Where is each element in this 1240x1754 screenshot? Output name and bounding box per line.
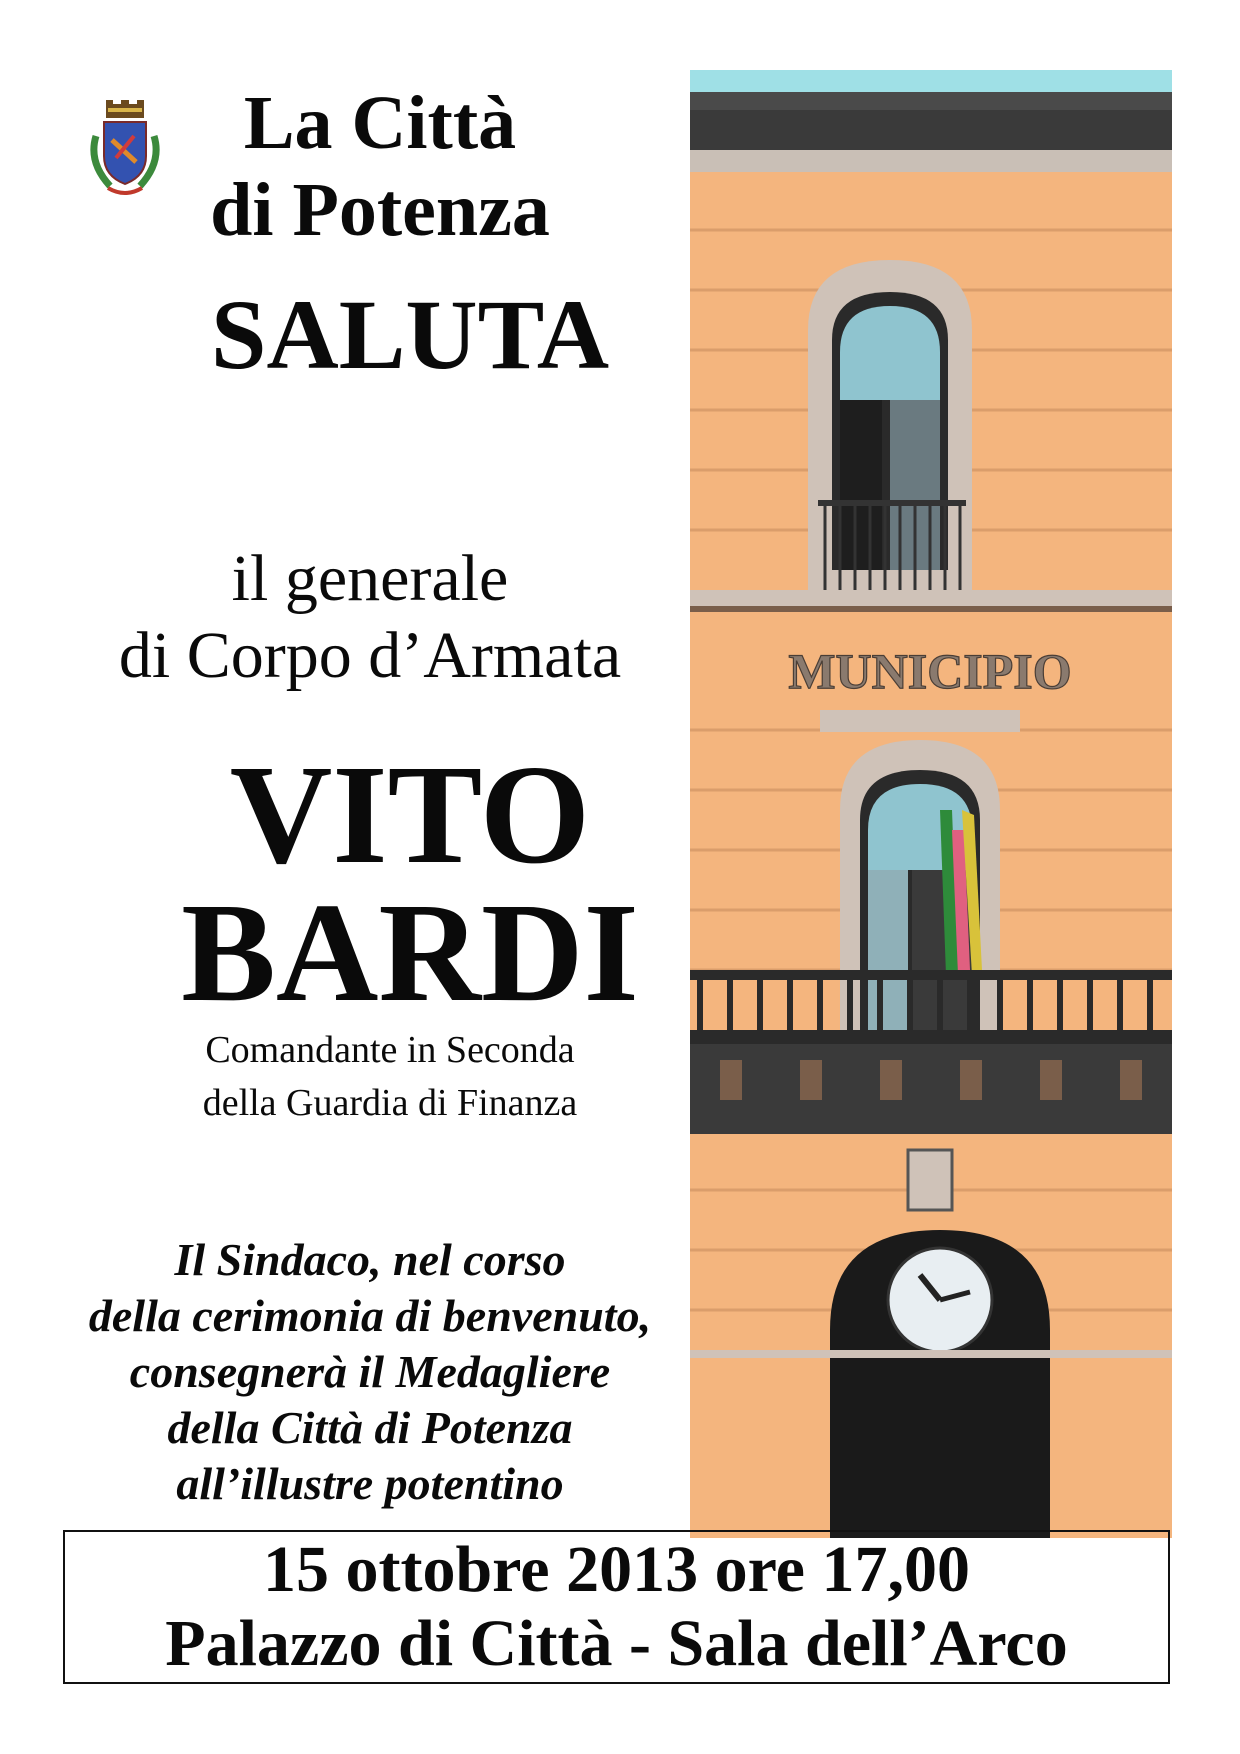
message-line: consegnerà il Medagliere — [129, 1346, 611, 1397]
message-line: della Città di Potenza — [167, 1402, 573, 1453]
town-hall-photo — [690, 70, 1172, 1538]
message-line: Il Sindaco, nel corso — [174, 1234, 566, 1285]
city-coat-of-arms-icon — [86, 100, 164, 198]
city-name-line2: di Potenza — [210, 168, 550, 252]
rank-line2: di Corpo d’Armata — [118, 619, 622, 692]
greeting-verb: SALUTA — [210, 279, 610, 390]
rank-line1: il generale — [231, 542, 509, 615]
city-name-line1: La Città — [243, 81, 517, 165]
message-line: all’illustre potentino — [176, 1458, 564, 1509]
role-line1: Comandante in Seconda — [205, 1029, 575, 1071]
message-line: della cerimonia di benvenuto, — [88, 1290, 652, 1341]
role-line2: della Guardia di Finanza — [202, 1082, 578, 1124]
guest-first-name: VITO — [229, 735, 591, 893]
municipio-sign: MUNICIPIO — [788, 643, 1072, 699]
event-venue: Palazzo di Città - Sala dell’Arco — [165, 1607, 1068, 1680]
guest-last-name: BARDI — [181, 873, 639, 1031]
event-date-time: 15 ottobre 2013 ore 17,00 — [263, 1533, 970, 1606]
